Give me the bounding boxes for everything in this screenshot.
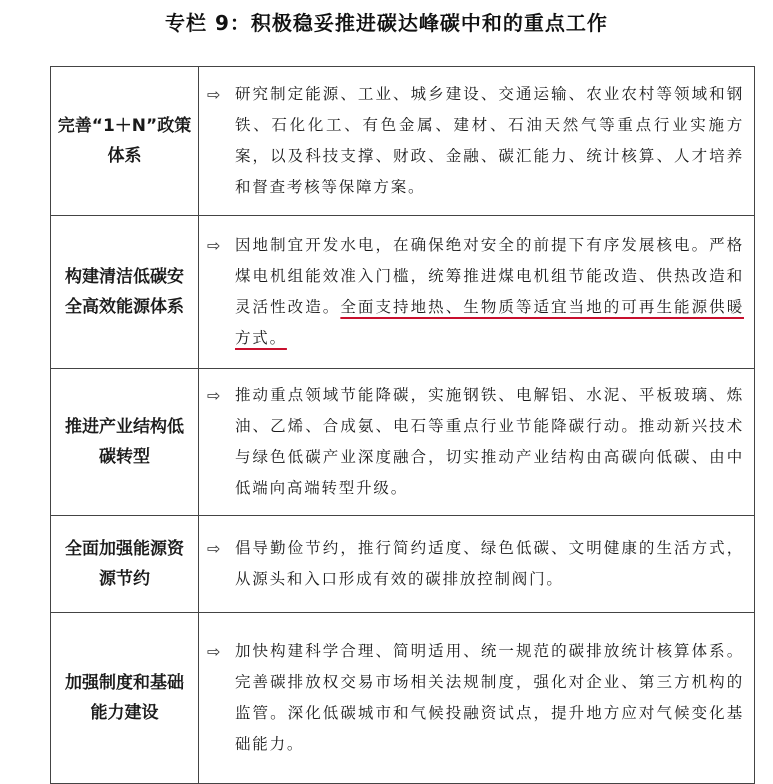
- row-label: 全面加强能源资源节约: [51, 516, 199, 613]
- row-label: 推进产业结构低碳转型: [51, 369, 199, 516]
- row-text: 研究制定能源、工业、城乡建设、交通运输、农业农村等领域和钢铁、石化化工、有色金属、建材、石油天然气等重点行业实施方案，以及科技支撑、财政、金融、碳汇能力、统计核算、人才培养和督查考核等保障方案。: [235, 85, 744, 196]
- hollow-right-arrow-icon: ⇨: [207, 85, 221, 104]
- row-text: 加快构建科学合理、简明适用、统一规范的碳排放统计核算体系。完善碳排放权交易市场相关法规制度，强化对企业、第三方机构的监管。深化低碳城市和气候投融资试点，提升地方应对气候变化基础能力。: [235, 642, 744, 753]
- key-tasks-table: [50, 66, 755, 784]
- row-label: 完善“1＋N”政策体系: [51, 67, 199, 216]
- row-text: 因地制宜开发水电，在确保绝对安全的前提下有序发展核电。严格煤电机组能效准入门槛，统筹推进煤电机组节能改造、供热改造和灵活性改造。: [235, 236, 744, 316]
- table-row: [51, 67, 755, 216]
- row-content: [199, 216, 755, 369]
- row-content: [199, 369, 755, 516]
- hollow-right-arrow-icon: ⇨: [207, 386, 221, 405]
- row-label: 构建清洁低碳安全高效能源体系: [51, 216, 199, 369]
- table-row: [51, 369, 755, 516]
- row-text: 推动重点领域节能降碳，实施钢铁、电解铝、水泥、平板玻璃、炼油、乙烯、合成氨、电石等重点行业节能降碳行动。推动新兴技术与绿色低碳产业深度融合，切实推动产业结构由高碳向低碳、由中低端向高端转型升级。: [235, 386, 744, 497]
- row-text-wrapper: [235, 230, 744, 354]
- page-title: 专栏 9：积极稳妥推进碳达峰碳中和的重点工作: [165, 11, 608, 35]
- hollow-right-arrow-icon: ⇨: [207, 236, 221, 255]
- hollow-right-arrow-icon: ⇨: [207, 539, 221, 558]
- row-content: [199, 516, 755, 613]
- hollow-right-arrow-icon: ⇨: [207, 642, 221, 661]
- table-row: [51, 613, 755, 784]
- row-content: [199, 613, 755, 784]
- table-row: [51, 516, 755, 613]
- row-text: 倡导勤俭节约，推行简约适度、绿色低碳、文明健康的生活方式，从源头和入口形成有效的碳排放控制阀门。: [235, 539, 744, 588]
- highlighted-text: 全面支持地热、生物质等适宜当地的可再生能源供暖方式。: [235, 298, 744, 347]
- table-row: [51, 216, 755, 369]
- row-label: 加强制度和基础能力建设: [51, 613, 199, 784]
- row-content: [199, 67, 755, 216]
